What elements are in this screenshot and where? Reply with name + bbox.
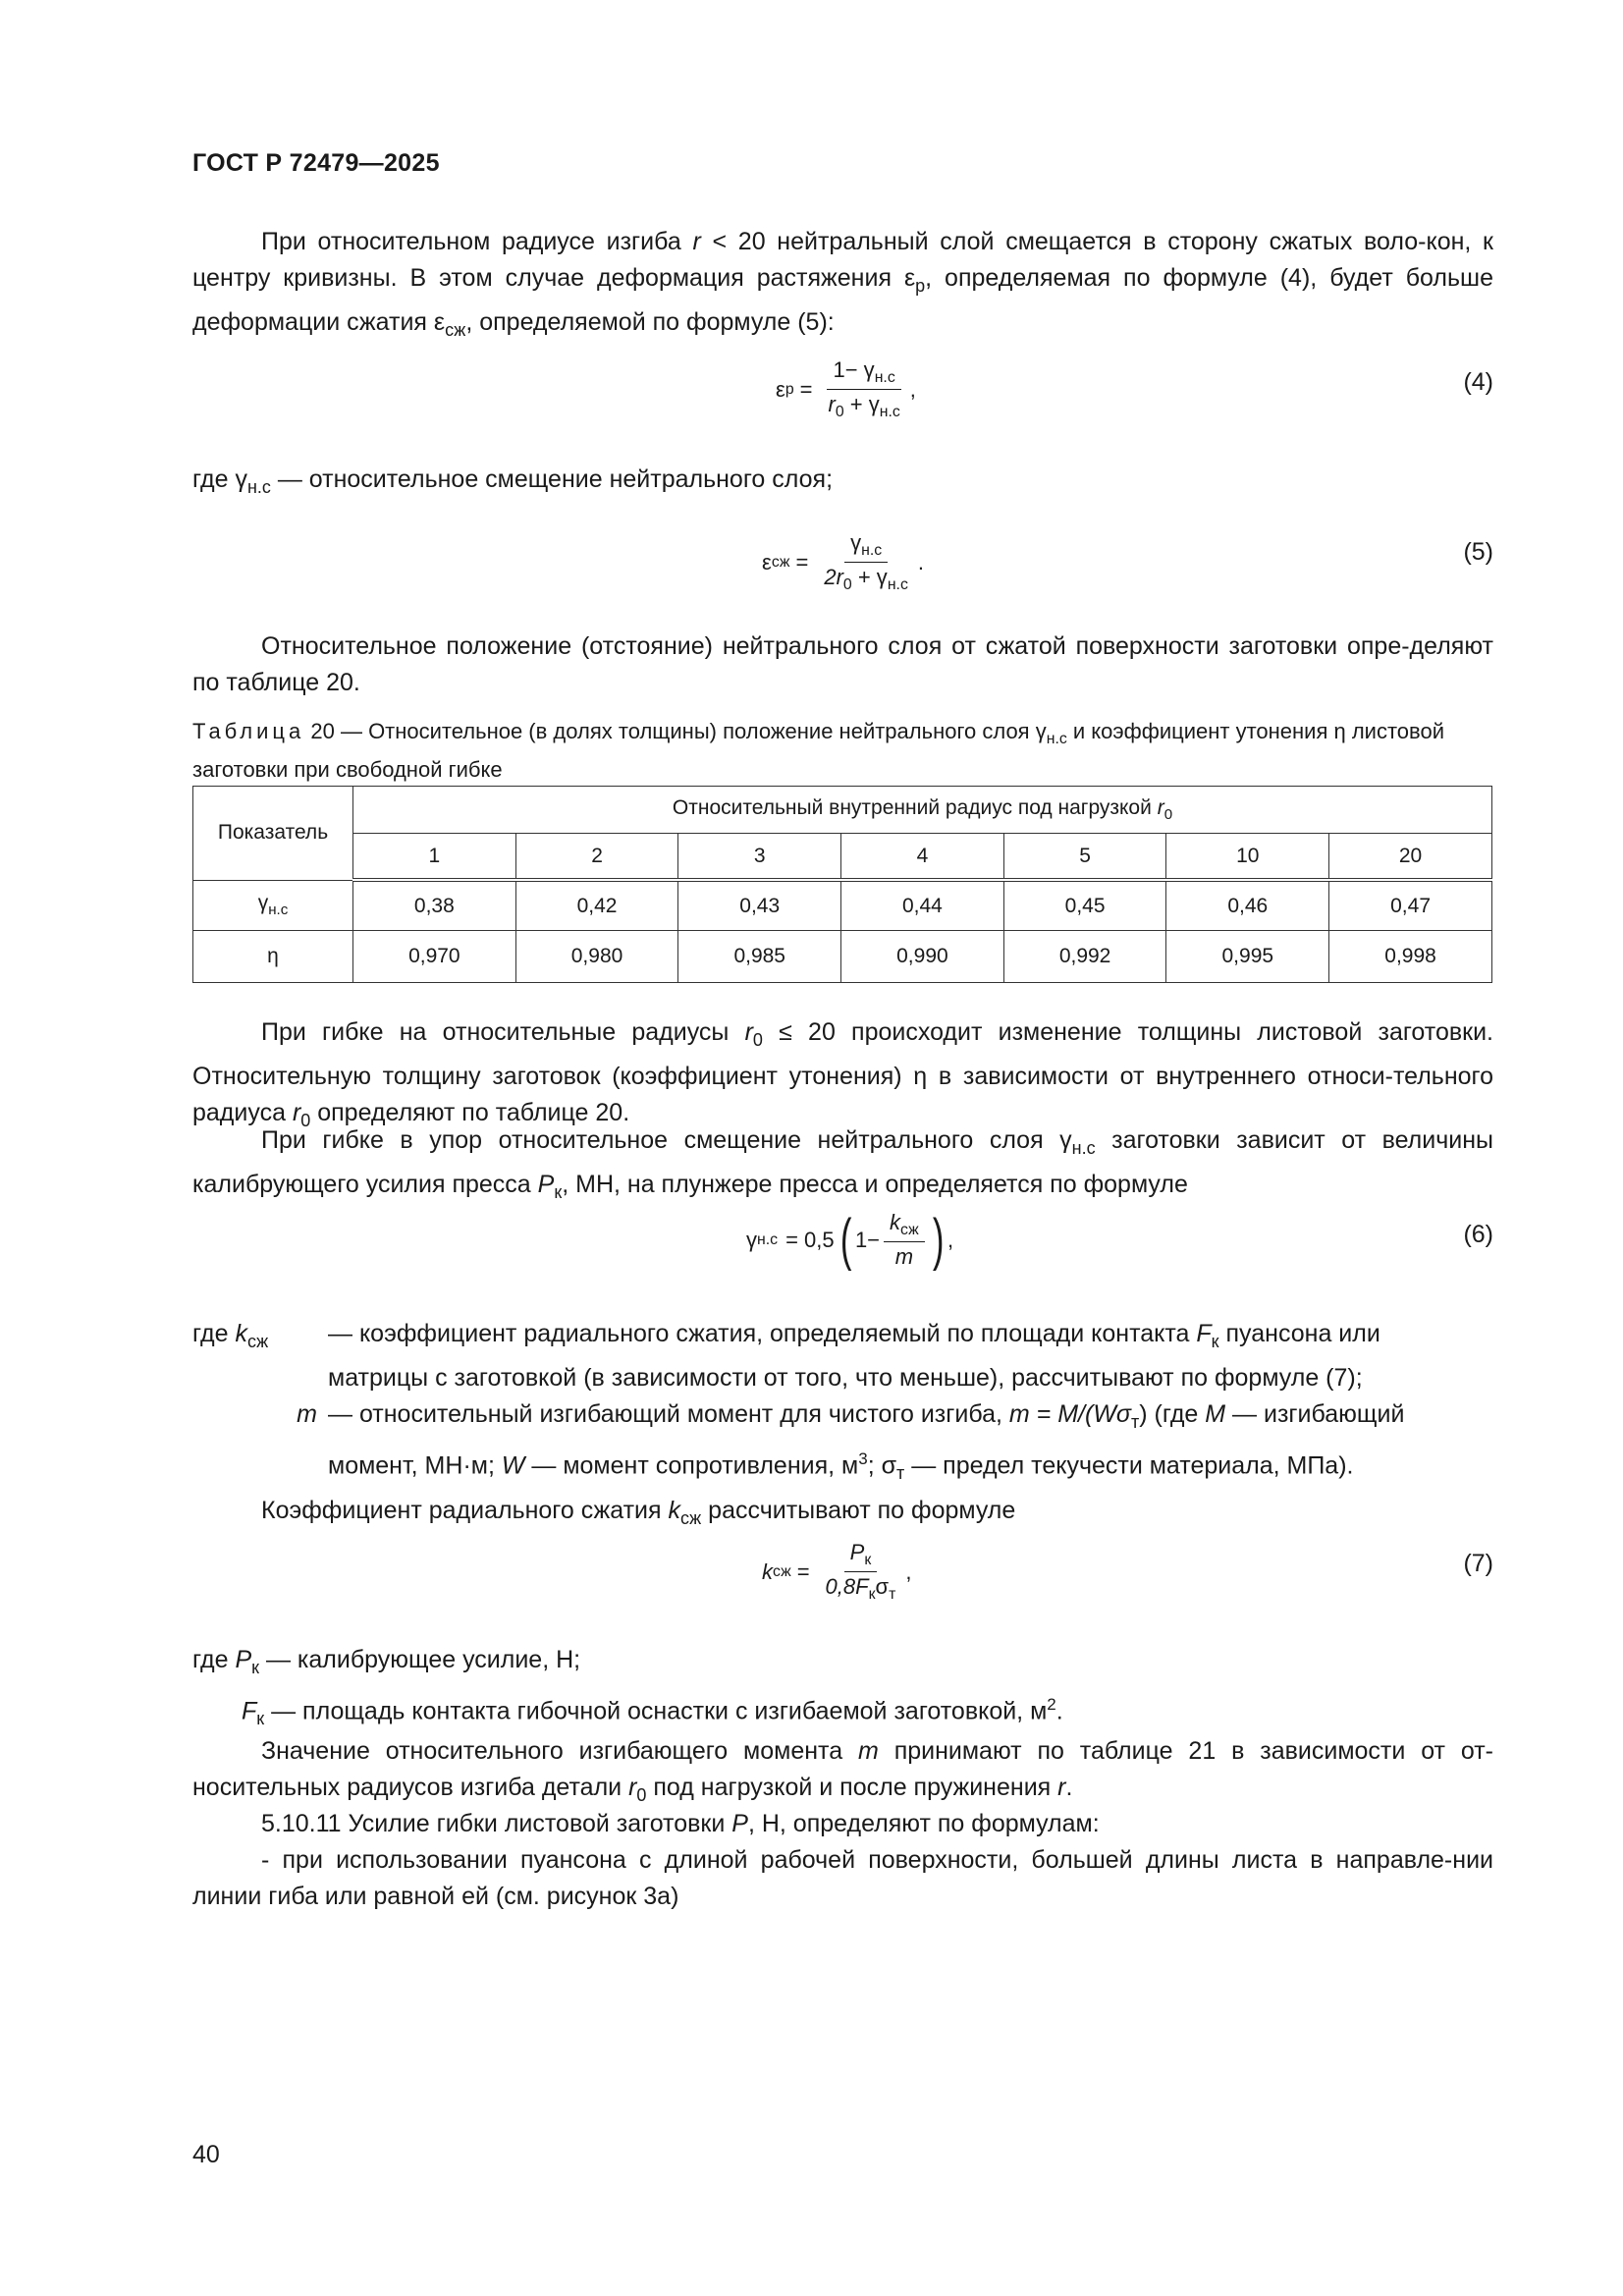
text-run: 2r	[824, 565, 843, 590]
punctuation: .	[917, 549, 924, 574]
definitions-formula-7	[192, 1642, 1498, 1737]
subscript: сж	[246, 1331, 269, 1351]
row-label-eta: η	[193, 931, 353, 983]
subscript: сж	[445, 319, 466, 340]
symbol-r: r	[744, 1018, 753, 1046]
def-text	[328, 1396, 1404, 1441]
subscript: сж	[679, 1507, 702, 1528]
superscript: 3	[858, 1449, 868, 1468]
subscript: сж	[900, 1222, 919, 1239]
text-run: — коэффициент радиального сжатия, определяемый по площади контакта	[328, 1320, 1197, 1347]
subscript: т	[889, 1586, 896, 1604]
symbol-k: k	[668, 1497, 680, 1524]
table-cell: 0,998	[1329, 931, 1492, 983]
table-cell: 0,980	[515, 931, 678, 983]
subscript: сж	[773, 1562, 791, 1580]
text-run: определяют по таблице 20.	[310, 1098, 630, 1126]
subscript: 0	[835, 404, 844, 421]
text-run: — относительный изгибающий момент для чистого изгиба,	[328, 1399, 1009, 1428]
symbol-P: P	[235, 1646, 252, 1673]
subscript: н.с	[879, 404, 900, 421]
header-radius-group	[353, 787, 1492, 834]
fraction	[822, 357, 905, 421]
text-run: заготовки зависит от величины калибрующего усилия пресса	[192, 1126, 1493, 1198]
text-run: При относительном радиусе изгиба	[261, 228, 693, 255]
table-radius-row	[193, 834, 1492, 881]
equation-number-7: (7)	[1463, 1550, 1493, 1577]
table-cell: 0,995	[1166, 931, 1329, 983]
symbol-F: F	[1196, 1320, 1212, 1347]
subscript: н.с	[874, 369, 895, 387]
symbol-k: k	[890, 1210, 901, 1234]
table-cell: 0,45	[1003, 880, 1166, 931]
table-20	[192, 786, 1492, 983]
text-run: 1− γ	[833, 357, 875, 382]
paragraph-table-reference: Относительное положение (отстояние) нейтрального слоя от сжатой поверхности заготовки опре-деляют по таблице 20.	[192, 632, 1493, 696]
symbol-epsilon: ε	[903, 264, 916, 292]
subscript: 0	[300, 1110, 311, 1130]
text-run: При гибке в упор относительное смещение нейтрального слоя	[261, 1126, 1060, 1154]
punctuation: .	[1055, 1697, 1063, 1725]
definition-m	[192, 1396, 1498, 1441]
text-run: + γ	[843, 392, 880, 417]
paragraph-bending-moment	[192, 1733, 1493, 1814]
formula-5	[762, 530, 924, 594]
subscript: к	[256, 1708, 265, 1728]
text-run: пуансона или	[1218, 1320, 1380, 1347]
equation-number-5: (5)	[1463, 538, 1493, 566]
subscript: н.с	[887, 576, 908, 594]
text-run: При гибке на относительные радиусы	[261, 1018, 745, 1046]
paragraph-5-10-11	[192, 1806, 1493, 1842]
radius-cell: 4	[841, 834, 1004, 881]
symbol-gamma: γ	[1059, 1126, 1072, 1154]
denominator	[818, 563, 914, 594]
symbol-gamma: γ	[850, 530, 862, 555]
subscript: к	[1211, 1331, 1219, 1351]
text-run: 1−	[854, 1227, 881, 1252]
formula-4	[776, 357, 916, 421]
numerator	[844, 530, 888, 563]
definition-k-continued: матрицы с заготовкой (в зависимости от того, что меньше), рассчитывают по формуле (7);	[328, 1363, 1363, 1392]
text-run: где	[192, 1320, 236, 1347]
denominator	[822, 390, 905, 421]
table-cell: 0,970	[353, 931, 516, 983]
radius-cell: 20	[1329, 834, 1492, 881]
punctuation: .	[1065, 1774, 1073, 1801]
text-run: = 0,5	[785, 1227, 835, 1252]
radius-cell: 5	[1003, 834, 1166, 881]
radius-cell: 3	[678, 834, 841, 881]
text-run: рассчитывают по формуле	[701, 1497, 1016, 1524]
numerator	[827, 357, 900, 390]
table-cell: 0,992	[1003, 931, 1166, 983]
symbol-gamma: γ	[1035, 719, 1047, 743]
subscript: р	[784, 380, 794, 398]
text-run: принимают по таблице 21 в зависимости от от-носительных радиусов изгиба детали	[192, 1737, 1493, 1801]
definition-m-continued	[192, 1441, 1498, 1492]
header-indicator: Показатель	[193, 787, 353, 881]
table-cell: 0,44	[841, 880, 1004, 931]
paragraph-radial-compression	[192, 1493, 1493, 1537]
table-row-eta	[193, 931, 1492, 983]
equals-sign: =	[799, 376, 813, 402]
text-run: , определяемой по формуле (5):	[465, 307, 835, 336]
formula-m: m = M/(Wσ	[1008, 1399, 1131, 1428]
subscript: сж	[771, 553, 790, 571]
symbol-epsilon: ε	[762, 549, 772, 574]
subscript: 0	[636, 1784, 647, 1805]
radius-cell: 1	[353, 834, 516, 881]
text-run: под нагрузкой и после пружинения	[646, 1774, 1058, 1801]
table-cell: 0,43	[678, 880, 841, 931]
symbol-k: k	[235, 1320, 247, 1347]
radius-cell: 2	[515, 834, 678, 881]
symbol-r: r	[1057, 1774, 1066, 1801]
page-number: 40	[192, 2141, 220, 2168]
text-run: — калибрующее усилие, Н;	[259, 1646, 581, 1673]
symbol-r: r	[1157, 796, 1164, 820]
paragraph-punch-list-item: - при использовании пуансона с длиной рабочей поверхности, большей длины листа в направле-нии линии гиба или равной ей (см. рисунок 3а)	[192, 1846, 1493, 1910]
text-run: 5.10.11 Усилие гибки листовой заготовки	[261, 1810, 732, 1837]
text-run: ; σ	[867, 1450, 897, 1479]
subscript: н.с	[1071, 1137, 1096, 1158]
symbol-r: r	[828, 392, 836, 417]
formula-6	[746, 1207, 954, 1272]
row-label-gamma	[193, 880, 353, 931]
text-run: и коэффициент утонения η листовой заготовки при свободной гибке	[192, 719, 1444, 783]
def-term	[192, 1316, 330, 1360]
equation-number-6: (6)	[1463, 1221, 1493, 1248]
subscript: р	[915, 275, 926, 296]
definition-F	[192, 1686, 1498, 1737]
caption-label: Таблица	[192, 719, 305, 743]
subscript: к	[251, 1657, 259, 1677]
subscript: к	[554, 1181, 563, 1202]
symbol-r: r	[292, 1098, 301, 1126]
symbol-r: r	[628, 1774, 637, 1801]
text-run: , МН, на плунжере пресса и определяется по формуле	[562, 1170, 1188, 1198]
text-run: ≤ 20 происходит изменение толщины листовой заготовки. Относительную толщину заготовок (коэффициент утонения) η в зависимости от внутреннего относи-тельного радиуса	[192, 1018, 1493, 1126]
text-run: момент, МН·м;	[328, 1450, 502, 1479]
text-run: где	[192, 1646, 236, 1673]
text-run: < 20 нейтральный слой смещается в сторону сжатых воло-кон, к центру кривизны. В этом случае деформация растяжения	[192, 228, 1493, 292]
text-run: Относительный внутренний радиус под нагрузкой	[672, 796, 1158, 820]
text-run: — площадь контакта гибочной оснастки с изгибаемой заготовкой, м	[264, 1697, 1048, 1725]
text-run: 0,8F	[825, 1574, 869, 1600]
table-cell: 0,47	[1329, 880, 1492, 931]
text-run: , определяемая по формуле (4), будет больше деформации сжатия	[192, 264, 1493, 336]
symbol-F: F	[242, 1697, 257, 1725]
numerator	[884, 1210, 925, 1242]
subscript: н.с	[246, 476, 271, 497]
table-row-gamma	[193, 880, 1492, 931]
symbol-epsilon: ε	[433, 307, 446, 336]
text-run: + γ	[851, 565, 888, 590]
equals-sign: =	[795, 549, 809, 574]
symbol-P: P	[849, 1540, 865, 1564]
table-cell: 0,990	[841, 931, 1004, 983]
text-run: , Н, определяют по формулам:	[747, 1810, 1100, 1837]
subscript: н.с	[861, 542, 883, 560]
text-run: — предел текучести материала, МПа).	[904, 1450, 1354, 1479]
definition-k	[192, 1316, 1498, 1360]
table-cell: 0,42	[515, 880, 678, 931]
text-run: где	[192, 465, 236, 493]
standard-header: ГОСТ Р 72479—2025	[192, 149, 440, 177]
paragraph-thinning	[192, 1014, 1493, 1139]
right-paren: )	[932, 1207, 945, 1272]
punctuation: ,	[909, 376, 916, 402]
subscript: н.с	[268, 902, 289, 919]
punctuation: ,	[947, 1227, 954, 1252]
subscript: 0	[842, 576, 852, 594]
fraction	[884, 1210, 925, 1270]
subscript: к	[868, 1586, 876, 1604]
symbol-gamma: γ	[257, 892, 269, 915]
symbol-r: r	[692, 228, 701, 255]
formula-7	[762, 1540, 911, 1604]
symbol-epsilon: ε	[776, 376, 785, 402]
symbol-k: k	[762, 1558, 773, 1584]
def-term	[192, 1396, 328, 1441]
subscript: 0	[752, 1029, 763, 1050]
fraction	[820, 1540, 902, 1604]
definitions-formula-6	[192, 1316, 1498, 1492]
subscript: т	[896, 1462, 905, 1483]
table-caption	[192, 716, 1498, 785]
denominator	[820, 1572, 902, 1604]
text-run: — момент сопротивления, м	[524, 1450, 859, 1479]
text-run: Значение относительного изгибающего момента	[261, 1737, 858, 1765]
definition-P	[192, 1642, 1498, 1686]
symbol-gamma: γ	[746, 1227, 757, 1252]
numerator	[844, 1540, 878, 1572]
table-cell: 0,38	[353, 880, 516, 931]
punctuation: ,	[905, 1558, 912, 1584]
symbol-W: W	[501, 1450, 525, 1479]
text-run: Коэффициент радиального сжатия	[261, 1497, 669, 1524]
def-text	[328, 1316, 1380, 1360]
definition-gamma	[192, 462, 1493, 506]
symbol-P: P	[731, 1810, 748, 1837]
subscript: н.с	[757, 1230, 779, 1248]
fraction	[818, 530, 914, 594]
symbol-sigma: σ	[875, 1574, 890, 1600]
symbol-m: m	[858, 1737, 879, 1765]
superscript: 2	[1047, 1694, 1056, 1714]
paragraph-press-force	[192, 1122, 1493, 1211]
text-run: ) (где	[1139, 1399, 1206, 1428]
subscript: т	[1131, 1411, 1140, 1432]
symbol-gamma: γ	[235, 465, 247, 493]
subscript: н.с	[1046, 731, 1067, 748]
text-run: — относительное смещение нейтрального слоя;	[270, 465, 834, 493]
equation-number-4: (4)	[1463, 368, 1493, 396]
table-header-row	[193, 787, 1492, 834]
paragraph-neutral-layer-shift	[192, 224, 1493, 349]
symbol-P: P	[537, 1170, 555, 1198]
equals-sign: =	[796, 1558, 810, 1584]
table-cell: 0,46	[1166, 880, 1329, 931]
text-run: — изгибающий	[1225, 1399, 1405, 1428]
subscript: 0	[1163, 805, 1173, 823]
text-run: 20 — Относительное (в долях толщины) положение нейтрального слоя	[304, 719, 1036, 743]
symbol-M: M	[1205, 1399, 1226, 1428]
symbol-m: m	[297, 1399, 317, 1428]
table-cell: 0,985	[678, 931, 841, 983]
subscript: к	[864, 1552, 872, 1569]
radius-cell: 10	[1166, 834, 1329, 881]
left-paren: (	[839, 1207, 852, 1272]
denominator: m	[894, 1244, 914, 1270]
